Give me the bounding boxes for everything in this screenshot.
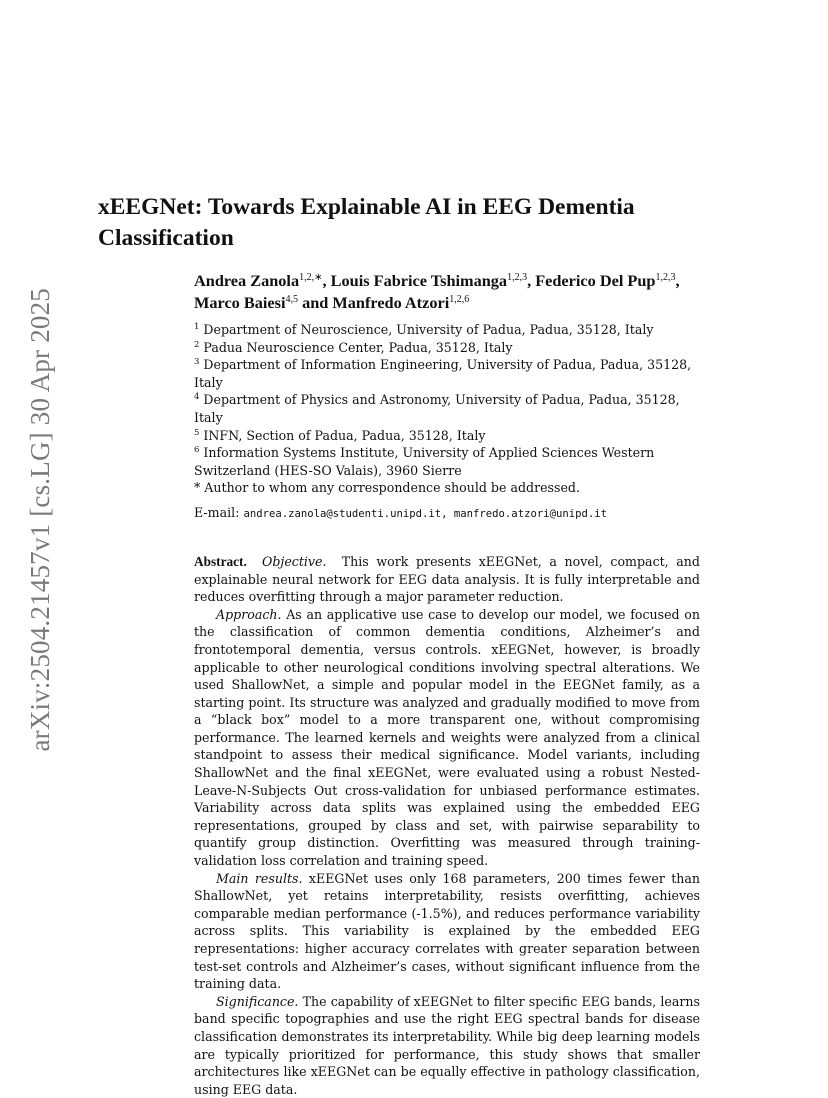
- significance-text: The capability of xEEGNet to filter specific EEG bands, learns band specific topographies and use the right EEG spectral bands for disease classification demonstrates its interpretability. While big deep learning models are typically prioritized for performance, this study shows that smaller architectures like xEEGNet can be equally effective in pathology classification, using EEG data.: [194, 993, 700, 1097]
- affiliation-mark: 1: [194, 322, 200, 332]
- abstract-main-results-paragraph: [194, 870, 700, 993]
- approach-label: Approach.: [216, 606, 282, 622]
- affiliation-item: [194, 444, 700, 479]
- abstract-objective-paragraph: [194, 553, 700, 606]
- affiliation-item: [194, 427, 700, 445]
- affiliation-mark: 6: [194, 445, 200, 456]
- affiliation-text: Department of Physics and Astronomy, University of Padua, Padua, 35128, Italy: [194, 392, 680, 425]
- arxiv-identifier-stamp: [20, 285, 60, 755]
- affiliation-text: Padua Neuroscience Center, Padua, 35128, Italy: [203, 339, 513, 355]
- affiliation-mark: 4: [194, 392, 200, 403]
- author-name: Manfredo Atzori: [332, 293, 450, 312]
- objective-label: Objective.: [262, 553, 327, 569]
- author-list: [194, 270, 700, 314]
- author-separator: ,: [527, 271, 536, 290]
- abstract-approach-paragraph: [194, 606, 700, 870]
- affiliation-mark: 5: [194, 427, 200, 438]
- significance-label: Significance.: [216, 993, 299, 1009]
- affiliation-item: [194, 339, 700, 357]
- abstract-heading: Abstract.: [194, 553, 247, 569]
- affiliation-item: [194, 356, 700, 391]
- author-separator: ,: [322, 271, 331, 290]
- author-name: Federico Del Pup: [535, 271, 656, 290]
- correspondence-note: [194, 479, 700, 497]
- author-affiliation-marks: 4,5: [285, 294, 298, 305]
- approach-text: As an applicative use case to develop our model, we focused on the classification of common dementia conditions, Alzheimer’s and frontotemporal dementia, versus controls. xEEGNet, however, is broadly applicable to other neurological conditions involving spectral alterations. We used ShallowNet, a simple and popular model in the EEGNet family, as a starting point. Its structure was analyzed and gradually modified to move from a “black box” model to a more transparent one, without compromising performance. The learned kernels and weights were analyzed from a clinical standpoint to assess their medical significance. Model variants, including ShallowNet and the final xEEGNet, were evaluated using a robust Nested-Leave-N-Subjects Out cross-validation for unbiased performance estimates. Variability across data splits was explained using the embedded EEG representations, grouped by class and set, with pairwise separability to quantify group distinction. Overfitting was measured through training-validation loss correlation and training speed.: [194, 606, 700, 869]
- main-results-label: Main results.: [216, 870, 303, 886]
- email-addresses[interactable]: andrea.zanola@studenti.unipd.it, manfredo.atzori@unipd.it: [243, 507, 607, 520]
- email-line: [194, 504, 700, 523]
- abstract: [194, 553, 700, 1098]
- author-separator: and: [298, 293, 333, 312]
- author-name: Marco Baiesi: [194, 293, 286, 312]
- author-name: Louis Fabrice Tshimanga: [330, 271, 508, 290]
- author-separator: ,: [675, 271, 680, 290]
- main-results-text: xEEGNet uses only 168 parameters, 200 times fewer than ShallowNet, yet retains interpretability, resists overfitting, achieves comparable median performance (-1.5%), and reduces performance variability across splits. This variability is explained by the embedded EEG representations: higher accuracy correlates with greater separation between test-set controls and Alzheimer’s cases, without significant influence from the training data.: [194, 870, 701, 992]
- affiliation-mark: 3: [194, 357, 200, 368]
- author-affiliation-marks: 1,2,3: [507, 272, 528, 283]
- email-label: E-mail:: [194, 504, 240, 520]
- author-affiliation-marks: 1,2,6: [449, 294, 470, 305]
- front-matter: [194, 270, 700, 1098]
- arxiv-identifier-text: arXiv:2504.21457v1 [cs.LG] 30 Apr 2025: [24, 288, 55, 752]
- affiliation-item: [194, 321, 700, 339]
- abstract-significance-paragraph: [194, 993, 700, 1098]
- affiliation-text: Information Systems Institute, University of Applied Sciences Western Switzerland (HES-SO Valais), 3960 Sierre: [194, 445, 655, 478]
- paper-title: xEEGNet: Towards Explainable AI in EEG Dementia Classification: [98, 194, 635, 251]
- author-affiliation-marks: 1,2,∗: [299, 272, 323, 283]
- affiliation-text: Department of Neuroscience, University of Padua, Padua, 35128, Italy: [203, 322, 654, 337]
- correspondence-text: Author to whom any correspondence should be addressed.: [204, 480, 580, 496]
- correspondence-mark: *: [194, 480, 201, 496]
- author-name: Andrea Zanola: [194, 271, 300, 290]
- author-affiliation-marks: 1,2,3: [655, 272, 676, 283]
- affiliation-text: INFN, Section of Padua, Padua, 35128, Italy: [203, 427, 486, 443]
- objective-text: This work presents xEEGNet, a novel, compact, and explainable neural network for EEG data analysis. It is fully interpretable and reduces overfitting through a major parameter reduction.: [194, 553, 700, 605]
- affiliation-text: Department of Information Engineering, University of Padua, Padua, 35128, Italy: [194, 357, 692, 390]
- affiliation-item: [194, 391, 700, 426]
- affiliation-list: [194, 321, 700, 497]
- affiliation-mark: 2: [194, 339, 200, 350]
